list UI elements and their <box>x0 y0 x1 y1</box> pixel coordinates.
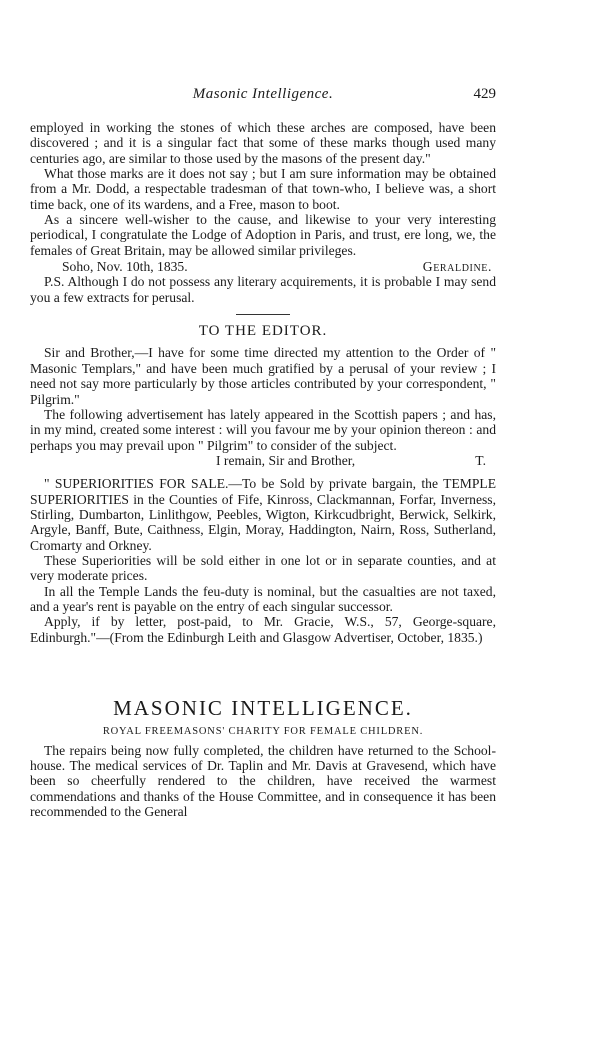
letter-paragraph: As a sincere well-wisher to the cause, and likewise to your very interesting periodical, I congratulate the Lodge of Adoption in Paris, and trust, ere long, we, the females of Great Britain, may be allowed similar privileges. <box>30 212 496 258</box>
editor-paragraph: The following advertisement has lately appeared in the Scottish papers ; and has, in my mind, created some interest : will you favour me by your opinion thereon : and perhaps you may prevail upon " Pilgrim" to consider of the subject. <box>30 406 496 453</box>
advertisement-paragraph: " SUPERIORITIES FOR SALE.—To be Sold by private bargain, the TEMPLE SUPERIORITIES in the Counties of Fife, Kinross, Clackmannan, Forfar, Inverness, Stirling, Dumbarton, Linlithgow, Peebles, Wigton, Kirkcudbright, Berwick, Selkirk, Argyle, Banff, Bute, Caithness, Elgin, Moray, Haddington, Nairn, Ross, Sutherland, Cromarty and Orkney. <box>30 476 496 553</box>
subheading: ROYAL FREEMASONS' CHARITY FOR FEMALE CHILDREN. <box>102 726 424 738</box>
letter-continuation <box>30 120 496 305</box>
advertisement <box>30 476 496 645</box>
intelligence-paragraph: The repairs being now fully completed, the children have returned to the School-house. The medical services of Dr. Taplin and Mr. Davis at Gravesend, which have been so cheerfully rendered to the children, have received the warmest commendations and thanks of the House Committee, and in consequence it has been recommended to the General <box>30 742 496 820</box>
letter-paragraph: employed in working the stones of which these arches are composed, have been discovered ; and it is a singular fact that some of these marks though used many centuries ago, are similar to those used by the masons of the present day." <box>30 120 496 166</box>
major-heading: MASONIC INTELLIGENCE. <box>113 696 413 720</box>
page-body <box>30 120 496 819</box>
section-gap <box>30 645 496 701</box>
running-head <box>30 86 496 106</box>
section-divider <box>236 314 290 315</box>
section-title: TO THE EDITOR. <box>198 323 328 340</box>
masonic-intelligence-section <box>30 696 496 820</box>
closing-initial: T. <box>475 452 486 468</box>
advertisement-paragraph: Apply, if by letter, post-paid, to Mr. Gracie, W.S., 57, George-square, Edinburgh."—(From the Edinburgh Leith and Glasgow Advertiser, October, 1835.) <box>30 614 496 645</box>
postscript: P.S. Although I do not possess any literary acquirements, it is probable I may send you a few extracts for perusal. <box>30 274 496 305</box>
editor-paragraph: Sir and Brother,—I have for some time directed my attention to the Order of " Masonic Templars," and have been much gratified by a perusal of your review ; I need not say more particularly by those articles contributed by your correspondent, " Pilgrim." <box>30 345 496 407</box>
closing-line <box>30 453 496 468</box>
letter-signoff <box>30 259 496 274</box>
place-date: Soho, Nov. 10th, 1835. <box>62 259 188 275</box>
letter-paragraph: What those marks are it does not say ; but I am sure information may be obtained from a Mr. Dodd, a respectable tradesman of that town-who, I believe was, a short time back, one of its wardens, and a Free, mason to boot. <box>30 166 496 212</box>
signature: Geraldine. <box>422 259 492 275</box>
editor-section <box>30 324 496 645</box>
running-title: Masonic Intelligence. <box>192 86 334 102</box>
advertisement-paragraph: These Superiorities will be sold either in one lot or in separate counties, and at very moderate prices. <box>30 552 496 584</box>
closing-text: I remain, Sir and Brother, <box>216 452 356 468</box>
page-number: 429 <box>473 86 496 102</box>
advertisement-paragraph: In all the Temple Lands the feu-duty is nominal, but the casualties are not taxed, and a year's rent is payable on the entry of each singular successor. <box>30 583 496 614</box>
spacer <box>30 468 496 476</box>
